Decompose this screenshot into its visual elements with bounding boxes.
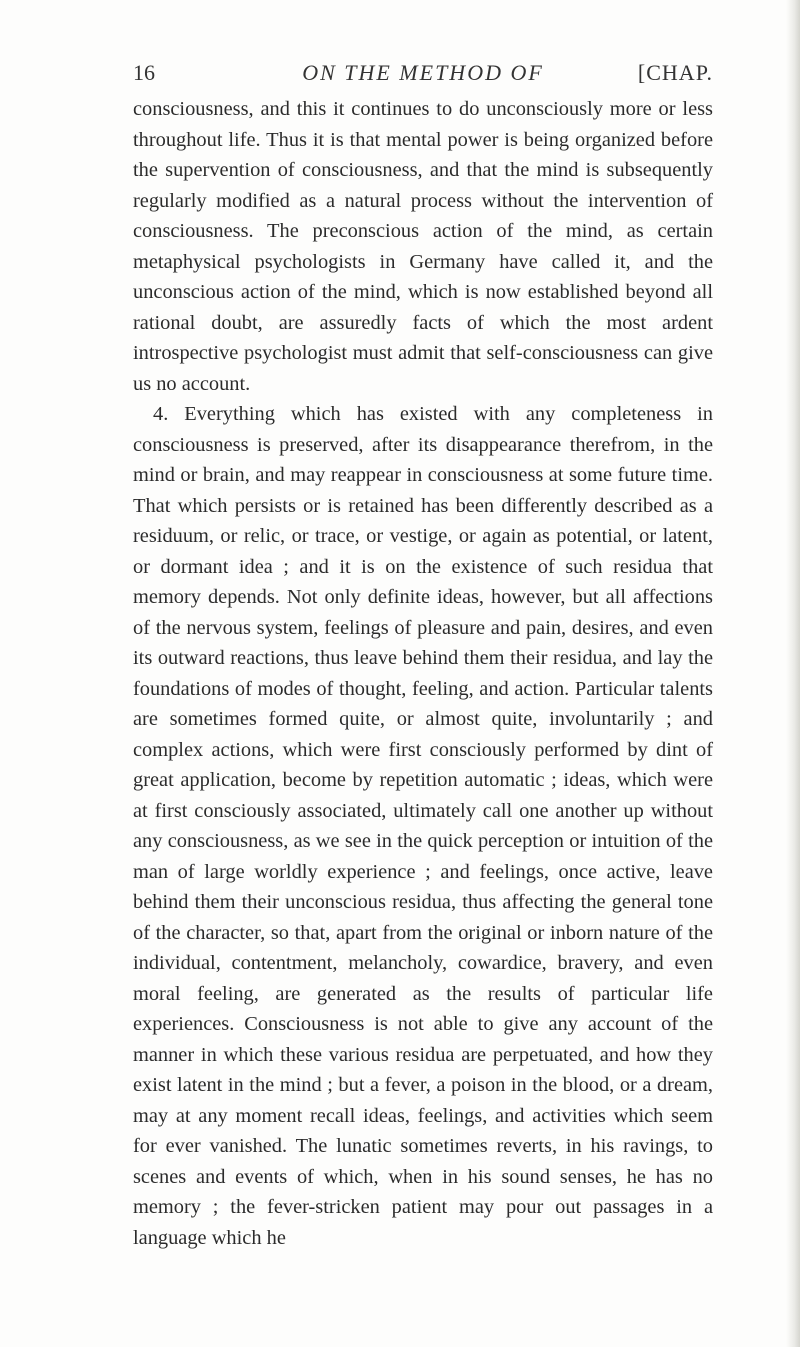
body-text bbox=[133, 94, 713, 1253]
page-edge-shadow bbox=[786, 0, 800, 1347]
running-head bbox=[133, 60, 713, 90]
page-number: 16 bbox=[133, 60, 155, 85]
paragraph-continuation: consciousness, and this it continues to do unconsciously more or less throughout life. Thus it is that mental power is being organized before the supervention of consciousness, and that the mind is subsequently regularly modified as a natural process without the intervention of consciousness. The preconscious action of the mind, as certain metaphysical psychologists in Germany have called it, and the unconscious action of the mind, which is now established beyond all rational doubt, are assuredly facts of which the most ardent introspective psychologist must admit that self-consciousness can give us no account. bbox=[133, 98, 713, 395]
chapter-abbrev: [CHAP. bbox=[637, 60, 713, 85]
paragraph-section-4: 4. Everything which has existed with any completeness in consciousness is preserved, after its disappearance therefrom, in the mind or brain, and may reappear in consciousness at some future time. That which persists or is retained has been differently described as a residuum, or relic, or trace, or vestige, or again as potential, or latent, or dormant idea ; and it is on the existence of such residua that memory depends. Not only definite ideas, however, but all affections of the nervous system, feelings of pleasure and pain, desires, and even its outward reactions, thus leave behind them their residua, and lay the foundations of modes of thought, feeling, and action. Particular talents are sometimes formed quite, or almost quite, involuntarily ; and complex actions, which were first consciously performed by dint of great application, become by repetition automatic ; ideas, which were at first consciously associated, ultimately call one another up without any consciousness, as we see in the quick perception or intuition of the man of large worldly experience ; and feelings, once active, leave behind them their unconscious residua, thus affecting the general tone of the character, so that, apart from the original or inborn nature of the individual, contentment, melancholy, cowardice, bravery, and even moral feeling, are generated as the results of particular life experiences. Consciousness is not able to give any account of the manner in which these various residua are perpetuated, and how they exist latent in the mind ; but a fever, a poison in the blood, or a dream, may at any moment recall ideas, feelings, and activities which seem for ever vanished. The lunatic sometimes reverts, in his ravings, to scenes and events of which, when in his sound senses, he has no memory ; the fever-stricken patient may pour out passages in a language which he bbox=[133, 403, 713, 1249]
running-title: ON THE METHOD OF bbox=[302, 60, 544, 85]
